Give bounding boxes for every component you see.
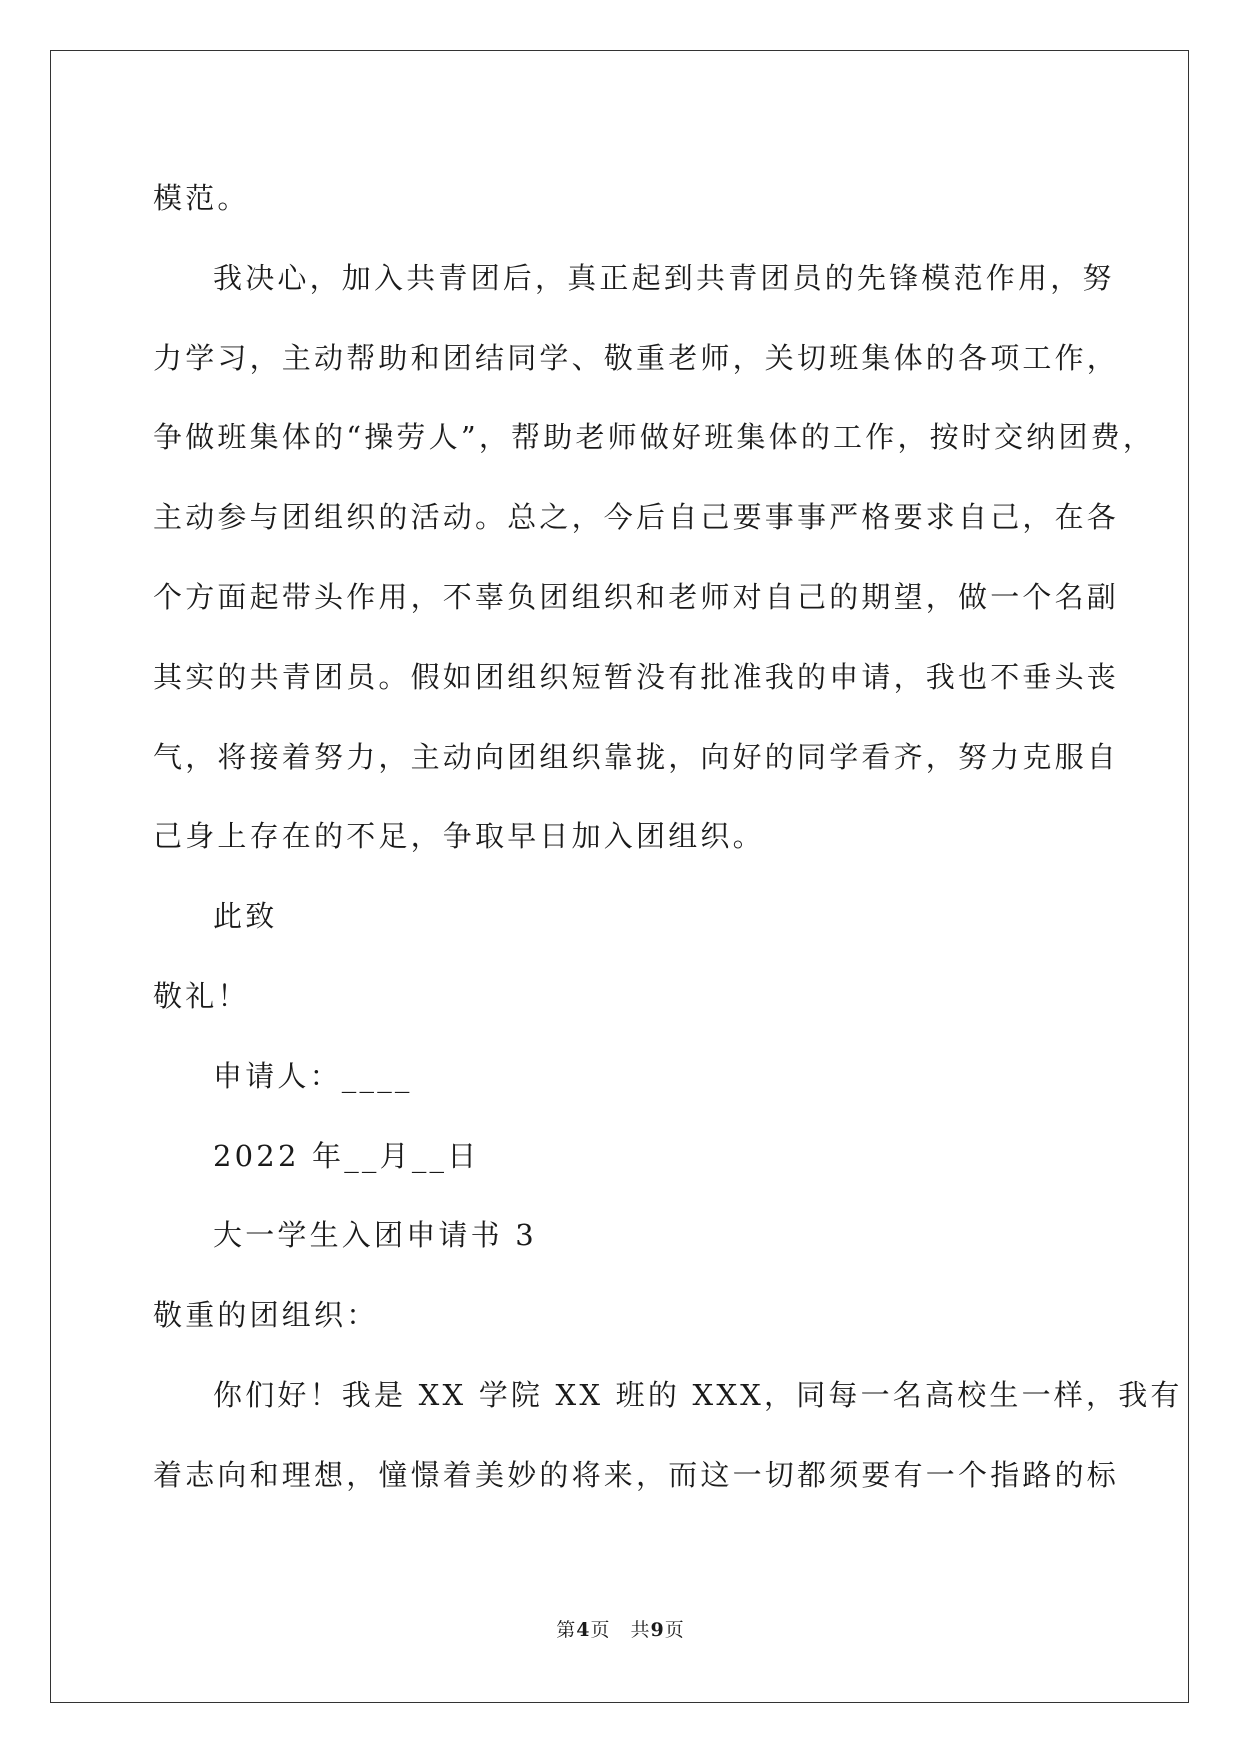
applicant-signature: 申请人：____	[213, 1058, 413, 1093]
paragraph-line: 争做班集体的“操劳人”，帮助老师做好班集体的工作，按时交纳团费，	[153, 420, 1156, 455]
paragraph-line: 我决心，加入共青团后，真正起到共青团员的先锋模范作用，努	[213, 260, 1115, 295]
total-page-number: 9	[650, 1619, 665, 1641]
letter-greeting: 敬重的团组织：	[153, 1298, 379, 1333]
closing-regards: 敬礼！	[153, 978, 250, 1013]
paragraph-line: 模范。	[153, 181, 250, 215]
closing-salutation: 此致	[213, 899, 278, 934]
paragraph-line: 个方面起带头作用，不辜负团组织和老师对自己的期望，做一个名副	[153, 579, 1120, 614]
footer-prefix: 第	[556, 1619, 577, 1641]
paragraph-line: 着志向和理想，憧憬着美妙的将来，而这一切都须要有一个指路的标	[153, 1457, 1120, 1492]
paragraph-line: 你们好！我是 XX 学院 XX 班的 XXX，同每一名高校生一样，我有	[213, 1377, 1183, 1412]
document-body	[153, 159, 1183, 1516]
paragraph-line: 主动参与团组织的活动。总之，今后自己要事事严格要求自己，在各	[153, 500, 1120, 535]
paragraph-line: 其实的共青团员。假如团组织短暂没有批准我的申请，我也不垂头丧	[153, 659, 1120, 694]
section-title: 大一学生入团申请书 3	[213, 1218, 537, 1253]
paragraph-line: 己身上存在的不足，争取早日加入团组织。	[153, 819, 765, 854]
footer-suffix: 页	[664, 1619, 685, 1641]
footer-middle: 页 共	[590, 1619, 651, 1641]
page-footer	[0, 1615, 1241, 1642]
paragraph-line: 力学习，主动帮助和团结同学、敬重老师，关切班集体的各项工作，	[153, 340, 1120, 375]
current-page-number: 4	[576, 1619, 591, 1641]
date-line: 2022 年__月__日	[213, 1138, 480, 1173]
paragraph-line: 气，将接着努力，主动向团组织靠拢，向好的同学看齐，努力克服自	[153, 739, 1120, 774]
